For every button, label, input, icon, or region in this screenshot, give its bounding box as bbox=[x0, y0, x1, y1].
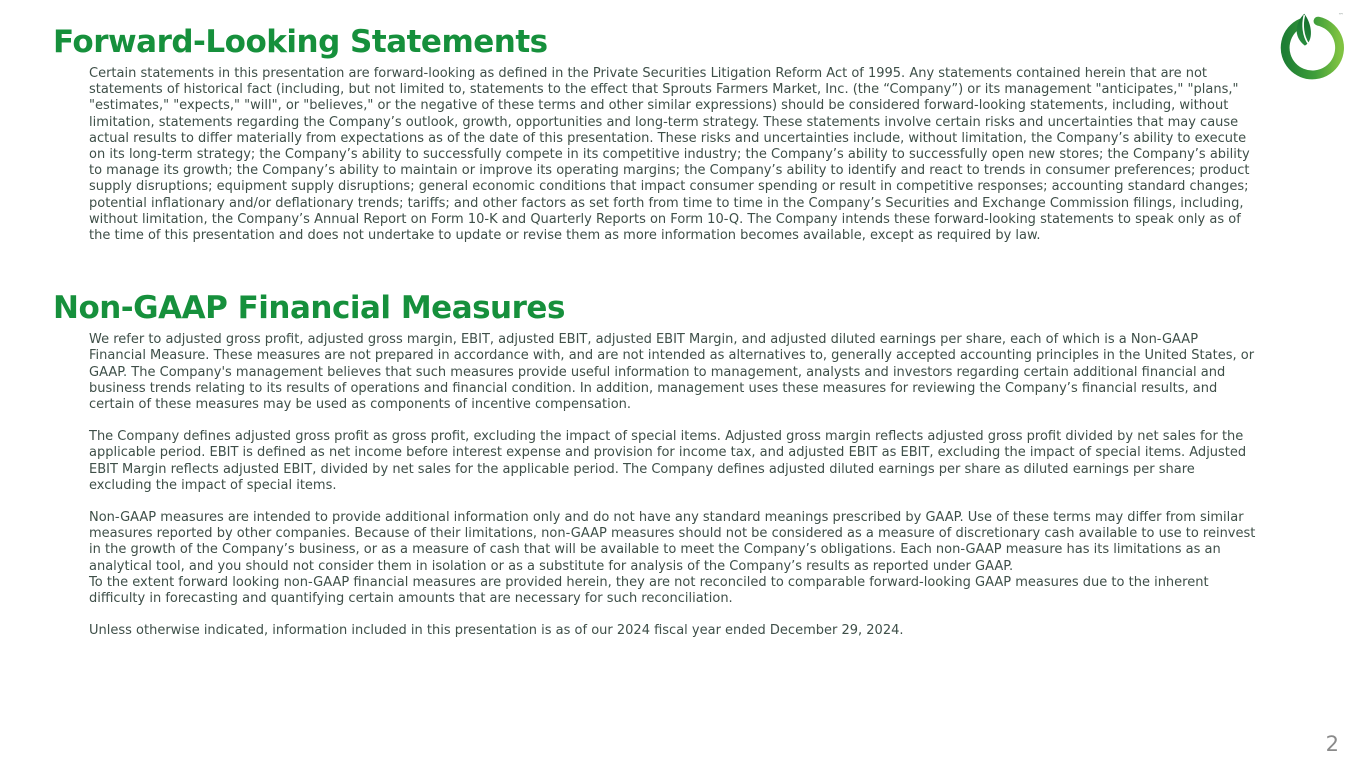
non-gaap-paragraph-reconciliation: To the extent forward looking non-GAAP financial measures are provided herein, they are not reconciled to comparable forward-looking GAAP measures due to the inherent difficulty in forecasting and quantifying certain amounts that are necessary for such reconciliation. bbox=[89, 574, 1209, 607]
fls-paragraph: Certain statements in this presentation are forward-looking as defined in the Private Securities Litigation Reform Act of 1995. Any statements contained herein that are not statements of historical fact (including, but not limited to, statements to the effect that Sprouts Farmers Market, Inc. (the “Company”) or its management "anticipates," "plans," "estimates," "expects," "will", or "believes," or the negative of these terms and other similar expressions) should be considered forward-looking statements, including, without limitation, statements regarding the Company’s outlook, growth, opportunities and long-term strategy. These statements involve certain risks and uncertainties that may cause actual results to differ materially from expectations as of the date of this presentation. These risks and uncertainties include, without limitation, the Company’s ability to execute on its long-term strategy; the Company’s ability to successfully compete in its competitive industry; the Company’s ability to successfully open new stores; the Company’s ability to manage its growth; the Company’s ability to maintain or improve its operating margins; the Company’s ability to identify and react to trends in consumer preferences; product supply disruptions; equipment supply disruptions; general economic conditions that impact consumer spending or result in competitive responses; accounting standard changes; potential inflationary and/or deflationary trends; tariffs; and other factors as set forth from time to time in the Company’s Securities and Exchange Commission filings, including, without limitation, the Company’s Annual Report on Form 10-K and Quarterly Reports on Form 10-Q. The Company intends these forward-looking statements to speak only as of the time of this presentation and does not undertake to update or revise them as more information becomes available, except as required by law. bbox=[89, 66, 1250, 244]
sprouts-logo bbox=[1277, 10, 1345, 80]
leaf-ring-icon bbox=[1277, 10, 1345, 80]
forward-looking-statements-heading: Forward-Looking Statements bbox=[53, 24, 548, 60]
forward-looking-statements-body bbox=[89, 66, 1257, 244]
non-gaap-paragraph-metric-definitions: The Company defines adjusted gross profit as gross profit, excluding the impact of special items. Adjusted gross margin reflects adjusted gross profit divided by net sales for the applicable period. EBIT is defined as net income before interest expense and provision for income tax, and adjusted EBIT as EBIT, excluding the impact of special items. Adjusted EBIT Margin reflects adjusted EBIT, divided by net sales for the applicable period. The Company defines adjusted diluted earnings per share as diluted earnings per share excluding the impact of special items. bbox=[89, 429, 1247, 493]
non-gaap-paragraph-limitations: Non-GAAP measures are intended to provide additional information only and do not have any standard meanings prescribed by GAAP. Use of these terms may differ from similar measures reported by other companies. Because of their limitations, non-GAAP measures should not be considered as a measure of discretionary cash available to use to reinvest in the growth of the Company’s business, or as a measure of cash that will be available to meet the Company’s obligations. Each non-GAAP measure has its limitations as an analytical tool, and you should not consider them in isolation or as a substitute for analysis of the Company’s results as reported under GAAP. bbox=[89, 510, 1256, 574]
non-gaap-measures-heading: Non-GAAP Financial Measures bbox=[53, 290, 565, 327]
trademark-symbol: ™ bbox=[1338, 13, 1344, 20]
fiscal-year-note: Unless otherwise indicated, information included in this presentation is as of our 2024 fiscal year ended December 29, 2024. bbox=[89, 623, 904, 639]
non-gaap-paragraph-definitions-intro: We refer to adjusted gross profit, adjusted gross margin, EBIT, adjusted EBIT, adjusted EBIT Margin, and adjusted diluted earnings per share, each of which is a Non-GAAP Financial Measure. These measures are not prepared in accordance with, and are not intended as alternatives to, generally accepted accounting principles in the United States, or GAAP. The Company's management believes that such measures provide useful information to management, analysts and investors regarding certain additional financial and business trends relating to its results of operations and financial condition. In addition, management uses these measures for reviewing the Company’s financial results, and certain of these measures may be used as components of incentive compensation. bbox=[89, 332, 1255, 413]
page-number: 2 bbox=[1325, 732, 1339, 756]
non-gaap-measures-body bbox=[89, 332, 1257, 639]
